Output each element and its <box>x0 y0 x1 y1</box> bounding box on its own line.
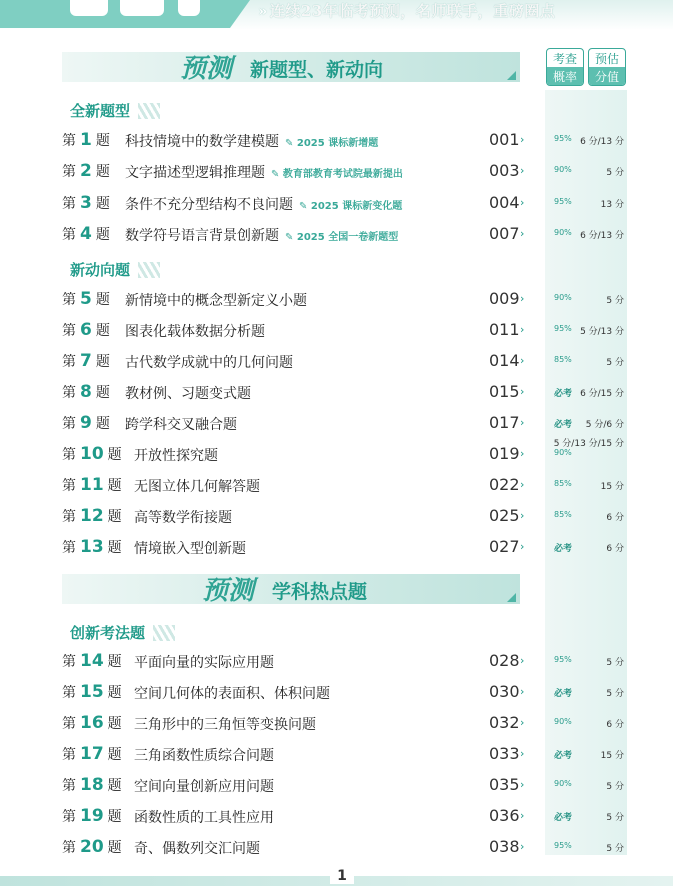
probability: 必考 <box>554 420 573 430</box>
question-number: 第 4 题 <box>62 224 110 244</box>
chevron-right-icon: › <box>520 323 525 336</box>
question-number: 第 12 题 <box>62 506 122 526</box>
question-number: 第 10 题 <box>62 444 122 464</box>
score: 5 分 <box>606 782 624 792</box>
toc-row[interactable] <box>62 161 632 183</box>
question-number: 第 17 题 <box>62 744 122 764</box>
section-2-big: 预测 <box>202 576 255 606</box>
toc-row[interactable] <box>62 837 632 859</box>
probability: 90% <box>554 293 572 302</box>
chevron-right-icon: › <box>520 447 525 460</box>
chevron-right-icon: › <box>520 133 525 146</box>
pencil-icon: ✎ <box>285 138 297 149</box>
page-ref: 032 <box>489 713 520 732</box>
probability: 85% <box>554 355 572 364</box>
section-2-title: 学科热点题 <box>272 581 368 603</box>
page-ref: 033 <box>489 744 520 763</box>
new-tag: ✎ 教育部教育考试院最新提出 <box>271 169 403 180</box>
toc-row[interactable] <box>62 224 632 246</box>
toc-row[interactable] <box>62 806 632 828</box>
toc-row[interactable] <box>62 130 632 152</box>
topic-title: 函数性质的工具性应用 <box>134 810 274 826</box>
chevron-right-icon: › <box>520 685 525 698</box>
probability: 90% <box>554 228 572 237</box>
question-number: 第 19 题 <box>62 806 122 826</box>
score: 15 分 <box>600 482 624 492</box>
score: 15 分 <box>600 751 624 761</box>
score: 5 分/13 分 <box>580 327 624 337</box>
section-banner-1 <box>62 52 520 82</box>
topic-title: 开放性探究题 <box>134 448 218 464</box>
score: 6 分 <box>606 513 624 523</box>
score: 5 分 <box>606 813 624 823</box>
topic-title: 古代数学成就中的几何问题 <box>125 355 293 371</box>
topic-title: 跨学科交叉融合题 <box>125 417 237 433</box>
pencil-icon: ✎ <box>299 201 311 212</box>
toc-row[interactable] <box>62 382 632 404</box>
page-ref: 022 <box>489 475 520 494</box>
score: 5 分 <box>606 358 624 368</box>
topic-title: 数学符号语言背景创新题 ✎ 2025 全国一卷新题型 <box>125 228 399 244</box>
topic-title: 空间几何体的表面积、体积问题 <box>134 686 330 702</box>
score: 6 分/13 分 <box>580 137 624 147</box>
topic-title: 条件不充分型结构不良问题 ✎ 2025 课标新变化题 <box>125 197 403 213</box>
page-number: 1 <box>330 868 354 884</box>
catalog-logo-art <box>0 0 250 28</box>
toc-row[interactable] <box>62 320 632 342</box>
toc-row[interactable] <box>62 439 632 466</box>
score: 5 分 <box>606 168 624 178</box>
question-number: 第 2 题 <box>62 161 110 181</box>
subsection-title: 新动向题 <box>70 259 160 280</box>
question-number: 第 6 题 <box>62 320 110 340</box>
chevron-right-icon: › <box>520 716 525 729</box>
question-number: 第 18 题 <box>62 775 122 795</box>
probability: 90% <box>554 779 572 788</box>
page-ref: 001 <box>489 130 520 149</box>
question-number: 第 16 题 <box>62 713 122 733</box>
topic-title: 奇、偶数列交汇问题 <box>134 841 260 857</box>
toc-row[interactable] <box>62 413 632 435</box>
question-number: 第 9 题 <box>62 413 110 433</box>
toc-row[interactable] <box>62 682 632 704</box>
question-number: 第 11 题 <box>62 475 122 495</box>
pencil-icon: ✎ <box>285 232 297 243</box>
double-arrow-icon: » <box>258 2 268 20</box>
topic-title: 科技情境中的数学建模题 ✎ 2025 课标新增题 <box>125 134 379 150</box>
chevron-right-icon: › <box>520 292 525 305</box>
page-ref: 038 <box>489 837 520 856</box>
subsection-title: 创新考法题 <box>70 622 175 643</box>
page-ref: 003 <box>489 161 520 180</box>
chevron-right-icon: › <box>520 540 525 553</box>
stripes-decoration <box>138 103 160 119</box>
score: 5 分 <box>606 844 624 854</box>
chevron-right-icon: › <box>520 164 525 177</box>
probability: 95% <box>554 197 572 206</box>
column-header-score: 预估 分值 <box>588 48 626 86</box>
stripes-decoration <box>138 262 160 278</box>
score: 13 分 <box>600 200 624 210</box>
chevron-right-icon: › <box>520 227 525 240</box>
chevron-right-icon: › <box>520 354 525 367</box>
question-number: 第 13 题 <box>62 537 122 557</box>
toc-row[interactable] <box>62 289 632 311</box>
score: 5 分/6 分 <box>585 420 624 430</box>
toc-row[interactable] <box>62 744 632 766</box>
section-banner-2 <box>62 574 520 604</box>
page-ref: 017 <box>489 413 520 432</box>
page-ref: 004 <box>489 193 520 212</box>
toc-row[interactable] <box>62 713 632 735</box>
score: 6 分/13 分 <box>580 231 624 241</box>
chevron-right-icon: › <box>520 840 525 853</box>
score: 6 分 <box>606 544 624 554</box>
chevron-right-icon: › <box>520 196 525 209</box>
chevron-right-icon: › <box>520 809 525 822</box>
page-ref: 011 <box>489 320 520 339</box>
question-number: 第 3 题 <box>62 193 110 213</box>
topic-title: 文字描述型逻辑推理题 ✎ 教育部教育考试院最新提出 <box>125 165 403 181</box>
toc-row[interactable] <box>62 651 632 673</box>
probability: 必考 <box>554 751 573 761</box>
toc-row[interactable] <box>62 351 632 373</box>
probability: 95% <box>554 134 572 143</box>
subsection-title: 全新题型 <box>70 100 160 121</box>
question-number: 第 8 题 <box>62 382 110 402</box>
stripes-decoration <box>153 625 175 641</box>
question-number: 第 1 题 <box>62 130 110 150</box>
probability: 必考 <box>554 689 573 699</box>
chevron-right-icon: › <box>520 385 525 398</box>
chevron-right-icon: › <box>520 747 525 760</box>
topic-title: 空间向量创新应用问题 <box>134 779 274 795</box>
question-number: 第 7 题 <box>62 351 110 371</box>
new-tag: ✎ 2025 全国一卷新题型 <box>285 232 399 243</box>
toc-row[interactable] <box>62 537 632 559</box>
probability: 90% <box>554 717 572 726</box>
new-tag: ✎ 2025 课标新变化题 <box>299 201 403 212</box>
probability: 90% <box>554 448 572 457</box>
top-banner <box>0 0 673 30</box>
score: 6 分/15 分 <box>580 389 624 399</box>
new-tag: ✎ 2025 课标新增题 <box>285 138 379 149</box>
page-ref: 014 <box>489 351 520 370</box>
page-ref: 036 <box>489 806 520 825</box>
toc-row[interactable] <box>62 475 632 497</box>
chevron-right-icon: › <box>520 654 525 667</box>
page-ref: 035 <box>489 775 520 794</box>
page-ref: 019 <box>489 444 520 463</box>
probability: 必考 <box>554 544 573 554</box>
topic-title: 无图立体几何解答题 <box>134 479 260 495</box>
probability: 85% <box>554 510 572 519</box>
section-1-big: 预测 <box>180 54 233 84</box>
score: 6 分 <box>606 720 624 730</box>
column-header-probability: 考查 概率 <box>546 48 584 86</box>
page-ref: 028 <box>489 651 520 670</box>
page-ref: 015 <box>489 382 520 401</box>
probability: 必考 <box>554 389 573 399</box>
topic-title: 图表化载体数据分析题 <box>125 324 265 340</box>
question-number: 第 15 题 <box>62 682 122 702</box>
chevron-right-icon: › <box>520 416 525 429</box>
probability: 95% <box>554 655 572 664</box>
score: 5 分 <box>606 658 624 668</box>
toc-row[interactable] <box>62 775 632 797</box>
section-1-title: 新题型、新动向 <box>250 59 384 81</box>
chevron-right-icon: › <box>520 478 525 491</box>
topic-title: 情境嵌入型创新题 <box>134 541 246 557</box>
top-slogan: » 连续23年临考预测，名师联手，重磅圈点 <box>258 2 556 20</box>
probability: 90% <box>554 165 572 174</box>
page-ref: 007 <box>489 224 520 243</box>
probability: 必考 <box>554 813 573 823</box>
page-ref: 025 <box>489 506 520 525</box>
topic-title: 三角函数性质综合问题 <box>134 748 274 764</box>
probability: 95% <box>554 841 572 850</box>
toc-row[interactable] <box>62 506 632 528</box>
question-number: 第 14 题 <box>62 651 122 671</box>
score: 5 分 <box>606 689 624 699</box>
chevron-right-icon: › <box>520 509 525 522</box>
page-ref: 030 <box>489 682 520 701</box>
pencil-icon: ✎ <box>271 169 283 180</box>
chevron-right-icon: › <box>520 778 525 791</box>
score: 5 分/13 分/15 分 <box>553 439 624 449</box>
topic-title: 三角形中的三角恒等变换问题 <box>134 717 316 733</box>
question-number: 第 5 题 <box>62 289 110 309</box>
probability: 85% <box>554 479 572 488</box>
toc-row[interactable] <box>62 193 632 215</box>
topic-title: 平面向量的实际应用题 <box>134 655 274 671</box>
score: 5 分 <box>606 296 624 306</box>
topic-title: 教材例、习题变式题 <box>125 386 251 402</box>
probability: 95% <box>554 324 572 333</box>
page-ref: 009 <box>489 289 520 308</box>
question-number: 第 20 题 <box>62 837 122 857</box>
topic-title: 高等数学衔接题 <box>134 510 232 526</box>
topic-title: 新情境中的概念型新定义小题 <box>125 293 307 309</box>
page-ref: 027 <box>489 537 520 556</box>
